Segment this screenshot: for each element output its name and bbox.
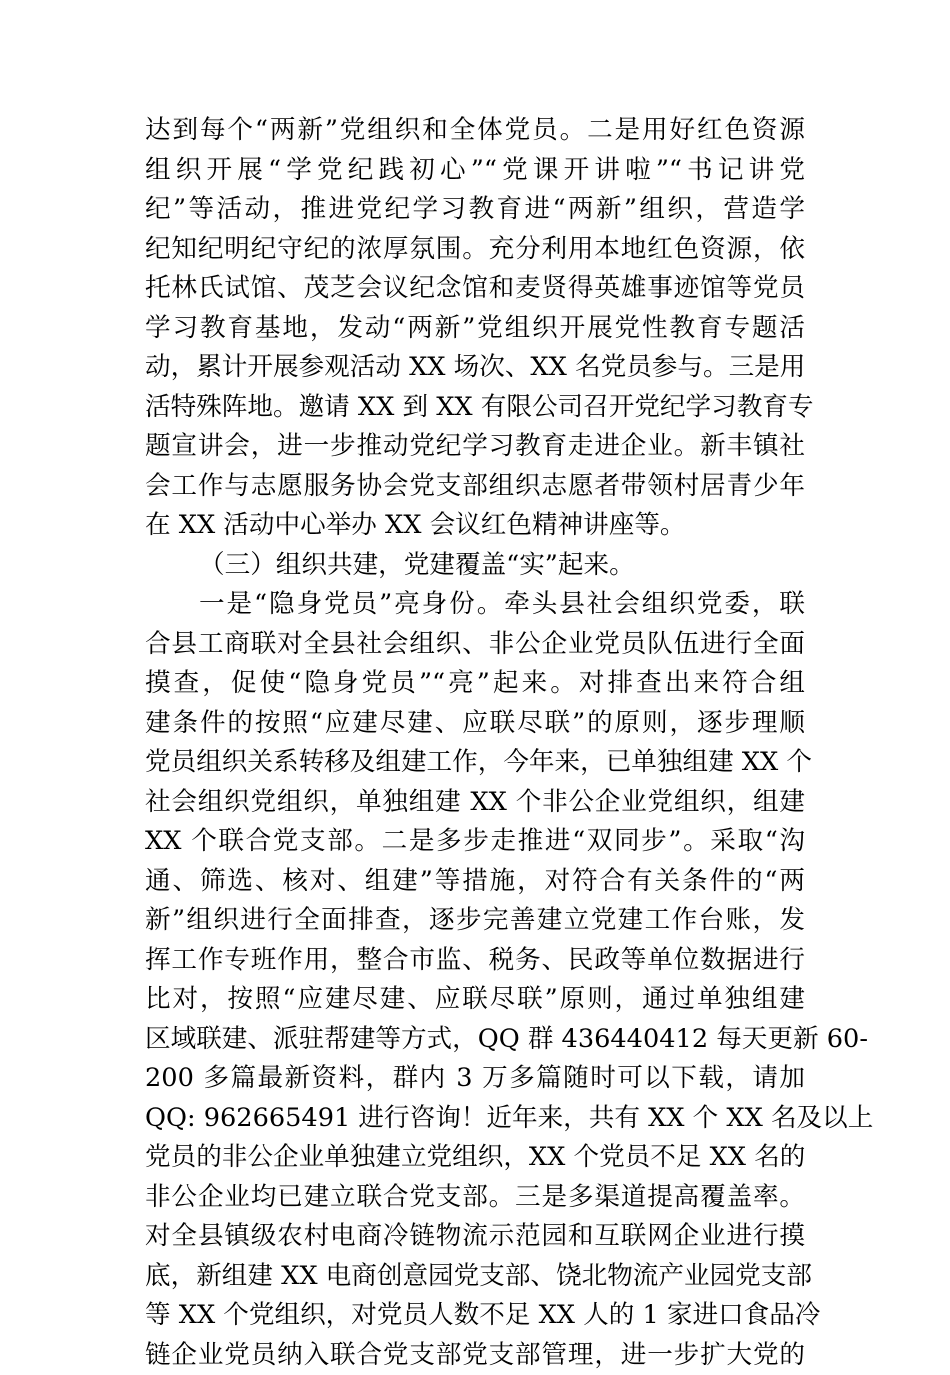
text-line: 在 XX 活动中心举办 XX 会议红色精神讲座等。 (145, 506, 805, 546)
text-line: 等 XX 个党组织，对党员人数不足 XX 人的 1 家进口食品冷 (145, 1296, 805, 1336)
text-line: 动，累计开展参观活动 XX 场次、XX 名党员参与。三是用 (145, 348, 805, 388)
text-line: 200 多篇最新资料，群内 3 万多篇随时可以下载，请加 (145, 1059, 805, 1099)
paragraph-first-line: 一是“隐身党员”亮身份。牵头县社会组织党委，联 (145, 585, 805, 625)
text-line: QQ: 962665491 进行咨询！近年来，共有 XX 个 XX 名及以上 (145, 1099, 805, 1139)
text-line: 对全县镇级农村电商冷链物流示范园和互联网企业进行摸 (145, 1217, 805, 1257)
text-line: 摸查，促使“隐身党员”“亮”起来。对排查出来符合组 (145, 664, 805, 704)
text-line: 托林氏试馆、茂芝会议纪念馆和麦贤得英雄事迹馆等党员 (145, 269, 805, 309)
text-line: 社会组织党组织，单独组建 XX 个非公企业党组织，组建 (145, 783, 805, 823)
text-line: 题宣讲会，进一步推动党纪学习教育走进企业。新丰镇社 (145, 427, 805, 467)
text-line: 党员组织关系转移及组建工作，今年来，已单独组建 XX 个 (145, 743, 805, 783)
text-line: 非公企业均已建立联合党支部。三是多渠道提高覆盖率。 (145, 1178, 805, 1218)
text-line: XX 个联合党支部。二是多步走推进“双同步”。采取“沟 (145, 822, 805, 862)
text-line: 纪”等活动，推进党纪学习教育进“两新”组织，营造学 (145, 190, 805, 230)
text-line: 比对，按照“应建尽建、应联尽联”原则，通过单独组建 (145, 980, 805, 1020)
text-line: 区域联建、派驻帮建等方式，QQ 群 436440412 每天更新 60- (145, 1020, 805, 1060)
text-line: 合县工商联对全县社会组织、非公企业党员队伍进行全面 (145, 625, 805, 665)
text-line: 底，新组建 XX 电商创意园党支部、饶北物流产业园党支部 (145, 1257, 805, 1297)
text-line: 活特殊阵地。邀请 XX 到 XX 有限公司召开党纪学习教育专 (145, 388, 805, 428)
text-line: 党员的非公企业单独建立党组织，XX 个党员不足 XX 名的 (145, 1138, 805, 1178)
text-line: 达到每个“两新”党组织和全体党员。二是用好红色资源 (145, 111, 805, 151)
text-line: 建条件的按照“应建尽建、应联尽联”的原则，逐步理顺 (145, 704, 805, 744)
text-line: 纪知纪明纪守纪的浓厚氛围。充分利用本地红色资源，依 (145, 230, 805, 270)
text-line: 学习教育基地，发动“两新”党组织开展党性教育专题活 (145, 309, 805, 349)
document-body (145, 111, 805, 1375)
text-line: 新”组织进行全面排查，逐步完善建立党建工作台账，发 (145, 901, 805, 941)
text-line: 通、筛选、核对、组建”等措施，对符合有关条件的“两 (145, 862, 805, 902)
text-line: 组织开展“学党纪践初心”“党课开讲啦”“书记讲党 (145, 151, 805, 191)
text-line: 挥工作专班作用，整合市监、税务、民政等单位数据进行 (145, 941, 805, 981)
text-line: 会工作与志愿服务协会党支部组织志愿者带领村居青少年 (145, 467, 805, 507)
text-line: 链企业党员纳入联合党支部党支部管理，进一步扩大党的 (145, 1336, 805, 1375)
section-heading: （三）组织共建，党建覆盖“实”起来。 (145, 546, 805, 586)
